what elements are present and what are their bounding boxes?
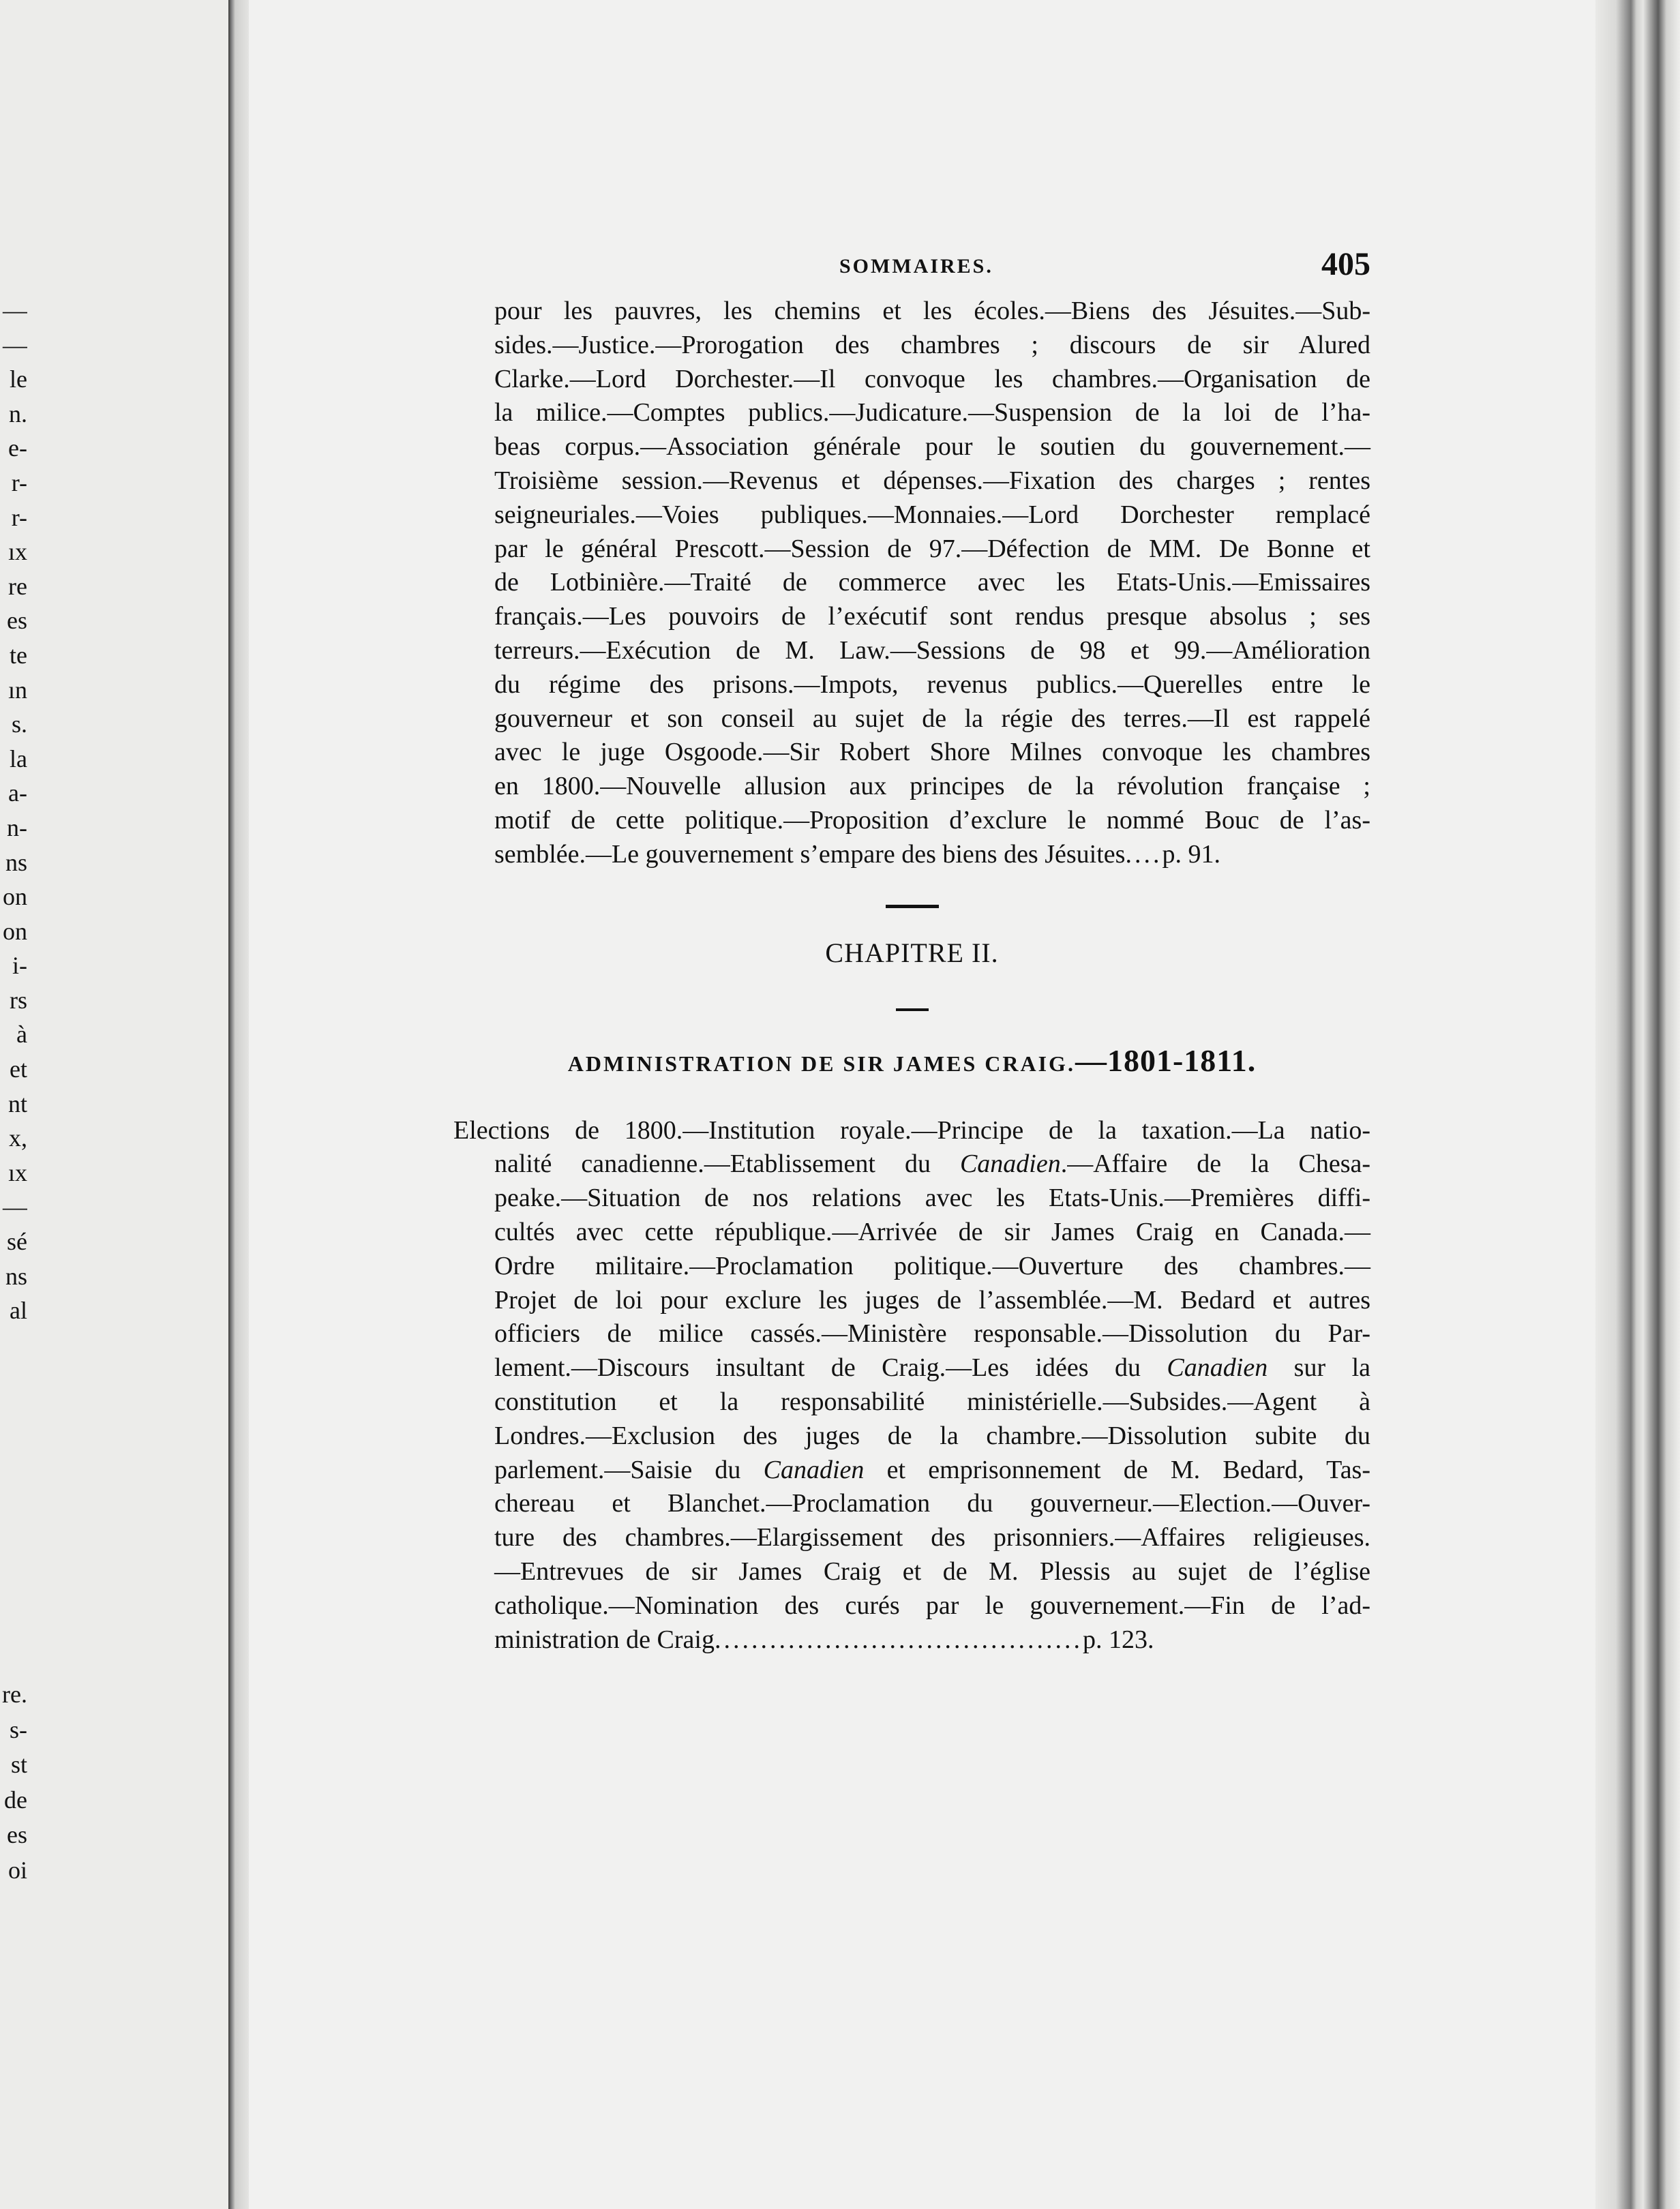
summary-line: en 1800.—Nouvelle allusion aux principes de la révolution française ; xyxy=(494,772,1370,801)
summary-line: motif de cette politique.—Proposition d’exclure le nommé Bouc de l’as- xyxy=(494,805,1370,835)
summary-line: nalité canadienne.—Etablissement du Canadien.—Affaire de la Chesa- xyxy=(494,1149,1370,1179)
summary-line: semblée.—Le gouvernement s’empare des biens des Jésuites....p. 91. xyxy=(494,839,1220,869)
chapter-2-summary xyxy=(453,1114,1370,1657)
facing-page-fragment: ns xyxy=(5,1262,27,1290)
summary-line: ministration de Craig........................................p. 123. xyxy=(494,1625,1154,1654)
summary-line: gouverneur et son conseil au sujet de la régie des terres.—Il est rappelé xyxy=(494,704,1370,733)
facing-page-fragment: — xyxy=(3,331,27,359)
facing-page-fragment: r- xyxy=(11,503,27,531)
summary-line: beas corpus.—Association générale pour le soutien du gouvernement.— xyxy=(494,432,1370,462)
facing-page-text-fragments xyxy=(0,293,27,1328)
facing-page-fragment: n. xyxy=(9,400,27,427)
summary-line: pour les pauvres, les chemins et les écoles.—Biens des Jésuites.—Sub- xyxy=(494,297,1370,325)
summary-line: chereau et Blanchet.—Proclamation du gouverneur.—Election.—Ouver- xyxy=(494,1489,1370,1518)
summary-line: catholique.—Nomination des curés par le gouvernement.—Fin de l’ad- xyxy=(494,1591,1370,1620)
facing-page-fragment: s- xyxy=(10,1715,27,1743)
summary-line: Troisième session.—Revenus et dépenses.—Fixation des charges ; rentes xyxy=(494,466,1370,495)
summary-line: parlement.—Saisie du Canadien et emprisonnement de M. Bedard, Tas- xyxy=(494,1455,1370,1484)
summary-line: lement.—Discours insultant de Craig.—Les idées du Canadien sur la xyxy=(494,1353,1370,1383)
chapter-heading xyxy=(453,1042,1370,1079)
facing-page-fragment: x, xyxy=(9,1124,27,1152)
facing-page-fragment: — xyxy=(3,297,27,324)
chapter-heading-text: ADMINISTRATION DE SIR JAMES CRAIG. xyxy=(567,1051,1075,1076)
summary-line: Elections de 1800.—Institution royale.—Principe de la taxation.—La natio- xyxy=(453,1115,1370,1145)
facing-page-fragment: la xyxy=(10,745,27,772)
summary-line: du régime des prisons.—Impots, revenus publics.—Querelles entre le xyxy=(494,670,1370,699)
facing-page-fragment: on xyxy=(3,917,27,945)
summary-line: Londres.—Exclusion des juges de la chambre.—Dissolution subite du xyxy=(494,1421,1370,1450)
summary-line: Projet de loi pour exclure les juges de l’assemblée.—M. Bedard et autres xyxy=(494,1285,1370,1314)
facing-page-fragment: le xyxy=(10,365,27,393)
summary-line: ture des chambres.—Elargissement des prisonniers.—Affaires religieuses. xyxy=(494,1523,1370,1552)
facing-page-edge xyxy=(0,0,228,2209)
facing-page-fragment: es xyxy=(7,607,27,635)
facing-page-fragment: s. xyxy=(11,710,27,738)
summary-line: français.—Les pouvoirs de l’exécutif sont rendus presque absolus ; ses xyxy=(494,602,1370,631)
facing-page-fragment: ıx xyxy=(7,538,27,566)
facing-page-fragment: oi xyxy=(7,1856,27,1884)
facing-page-fragment: a- xyxy=(8,779,27,807)
chapter-title: CHAPITRE II. xyxy=(825,937,999,968)
facing-page-fragment: ns xyxy=(5,848,27,876)
page-body xyxy=(453,245,1370,1657)
facing-page-fragment: de xyxy=(4,1786,27,1814)
summary-line: —Entrevues de sir James Craig et de M. Plessis au sujet de l’église xyxy=(494,1557,1370,1586)
summary-line: seigneuriales.—Voies publiques.—Monnaies.—Lord Dorchester remplacé xyxy=(494,500,1370,529)
chapter-heading-years: —1801-1811. xyxy=(1075,1042,1257,1078)
summary-line: avec le juge Osgoode.—Sir Robert Shore Milnes convoque les chambres xyxy=(494,738,1370,767)
book-gutter xyxy=(228,0,249,2209)
facing-page-fragment: n- xyxy=(7,813,27,841)
facing-page-text-fragments-lower xyxy=(0,1677,27,1888)
summary-line: peake.—Situation de nos relations avec les Etats-Unis.—Premières diffi- xyxy=(494,1184,1370,1213)
facing-page-fragment: nt xyxy=(7,1090,27,1117)
summary-line: de Lotbinière.—Traité de commerce avec les Etats-Unis.—Emissaires xyxy=(494,568,1370,597)
summary-line: cultés avec cette république.—Arrivée de sir James Craig en Canada.— xyxy=(494,1217,1370,1246)
section-rule xyxy=(886,905,939,908)
facing-page-fragment: es xyxy=(7,1821,27,1848)
facing-page-fragment: à xyxy=(16,1021,27,1049)
facing-page-fragment: te xyxy=(10,641,27,669)
summary-line: Ordre militaire.—Proclamation politique.—Ouverture des chambres.— xyxy=(494,1251,1370,1280)
summary-line: officiers de milice cassés.—Ministère responsable.—Dissolution du Par- xyxy=(494,1319,1370,1349)
summary-line: terreurs.—Exécution de M. Law.—Sessions de 98 et 99.—Amélioration xyxy=(494,635,1370,665)
facing-page-fragment: — xyxy=(3,1193,27,1221)
running-head xyxy=(453,245,1370,295)
facing-page-fragment: re. xyxy=(2,1681,27,1708)
summary-line: sides.—Justice.—Prorogation des chambres ; discours de sir Alured xyxy=(494,330,1370,359)
summary-line: par le général Prescott.—Session de 97.—Défection de MM. De Bonne et xyxy=(494,534,1370,563)
facing-page-fragment: r- xyxy=(11,468,27,496)
page-edge-right xyxy=(1595,0,1680,2209)
facing-page-fragment: e- xyxy=(8,434,27,462)
facing-page-fragment: al xyxy=(10,1297,27,1325)
facing-page-fragment: ıx xyxy=(7,1158,27,1186)
running-title: SOMMAIRES. xyxy=(839,255,993,277)
facing-page-fragment: st xyxy=(10,1751,27,1778)
facing-page-fragment: re xyxy=(8,572,27,600)
page-number: 405 xyxy=(1321,246,1370,282)
summary-line: la milice.—Comptes publics.—Judicature.—Suspension de la loi de l’ha- xyxy=(494,398,1370,427)
facing-page-fragment: on xyxy=(3,883,27,911)
facing-page-fragment: et xyxy=(10,1055,27,1083)
facing-page-fragment: i- xyxy=(12,952,27,980)
facing-page-fragment: sé xyxy=(7,1228,27,1256)
section-rule xyxy=(896,1008,929,1011)
chapter-1-summary xyxy=(494,295,1370,872)
facing-page-fragment: ın xyxy=(7,676,27,704)
facing-page-fragment: rs xyxy=(10,986,27,1014)
summary-line: Clarke.—Lord Dorchester.—Il convoque les chambres.—Organisation de xyxy=(494,364,1370,393)
summary-line: constitution et la responsabilité ministérielle.—Subsides.—Agent à xyxy=(494,1387,1370,1416)
